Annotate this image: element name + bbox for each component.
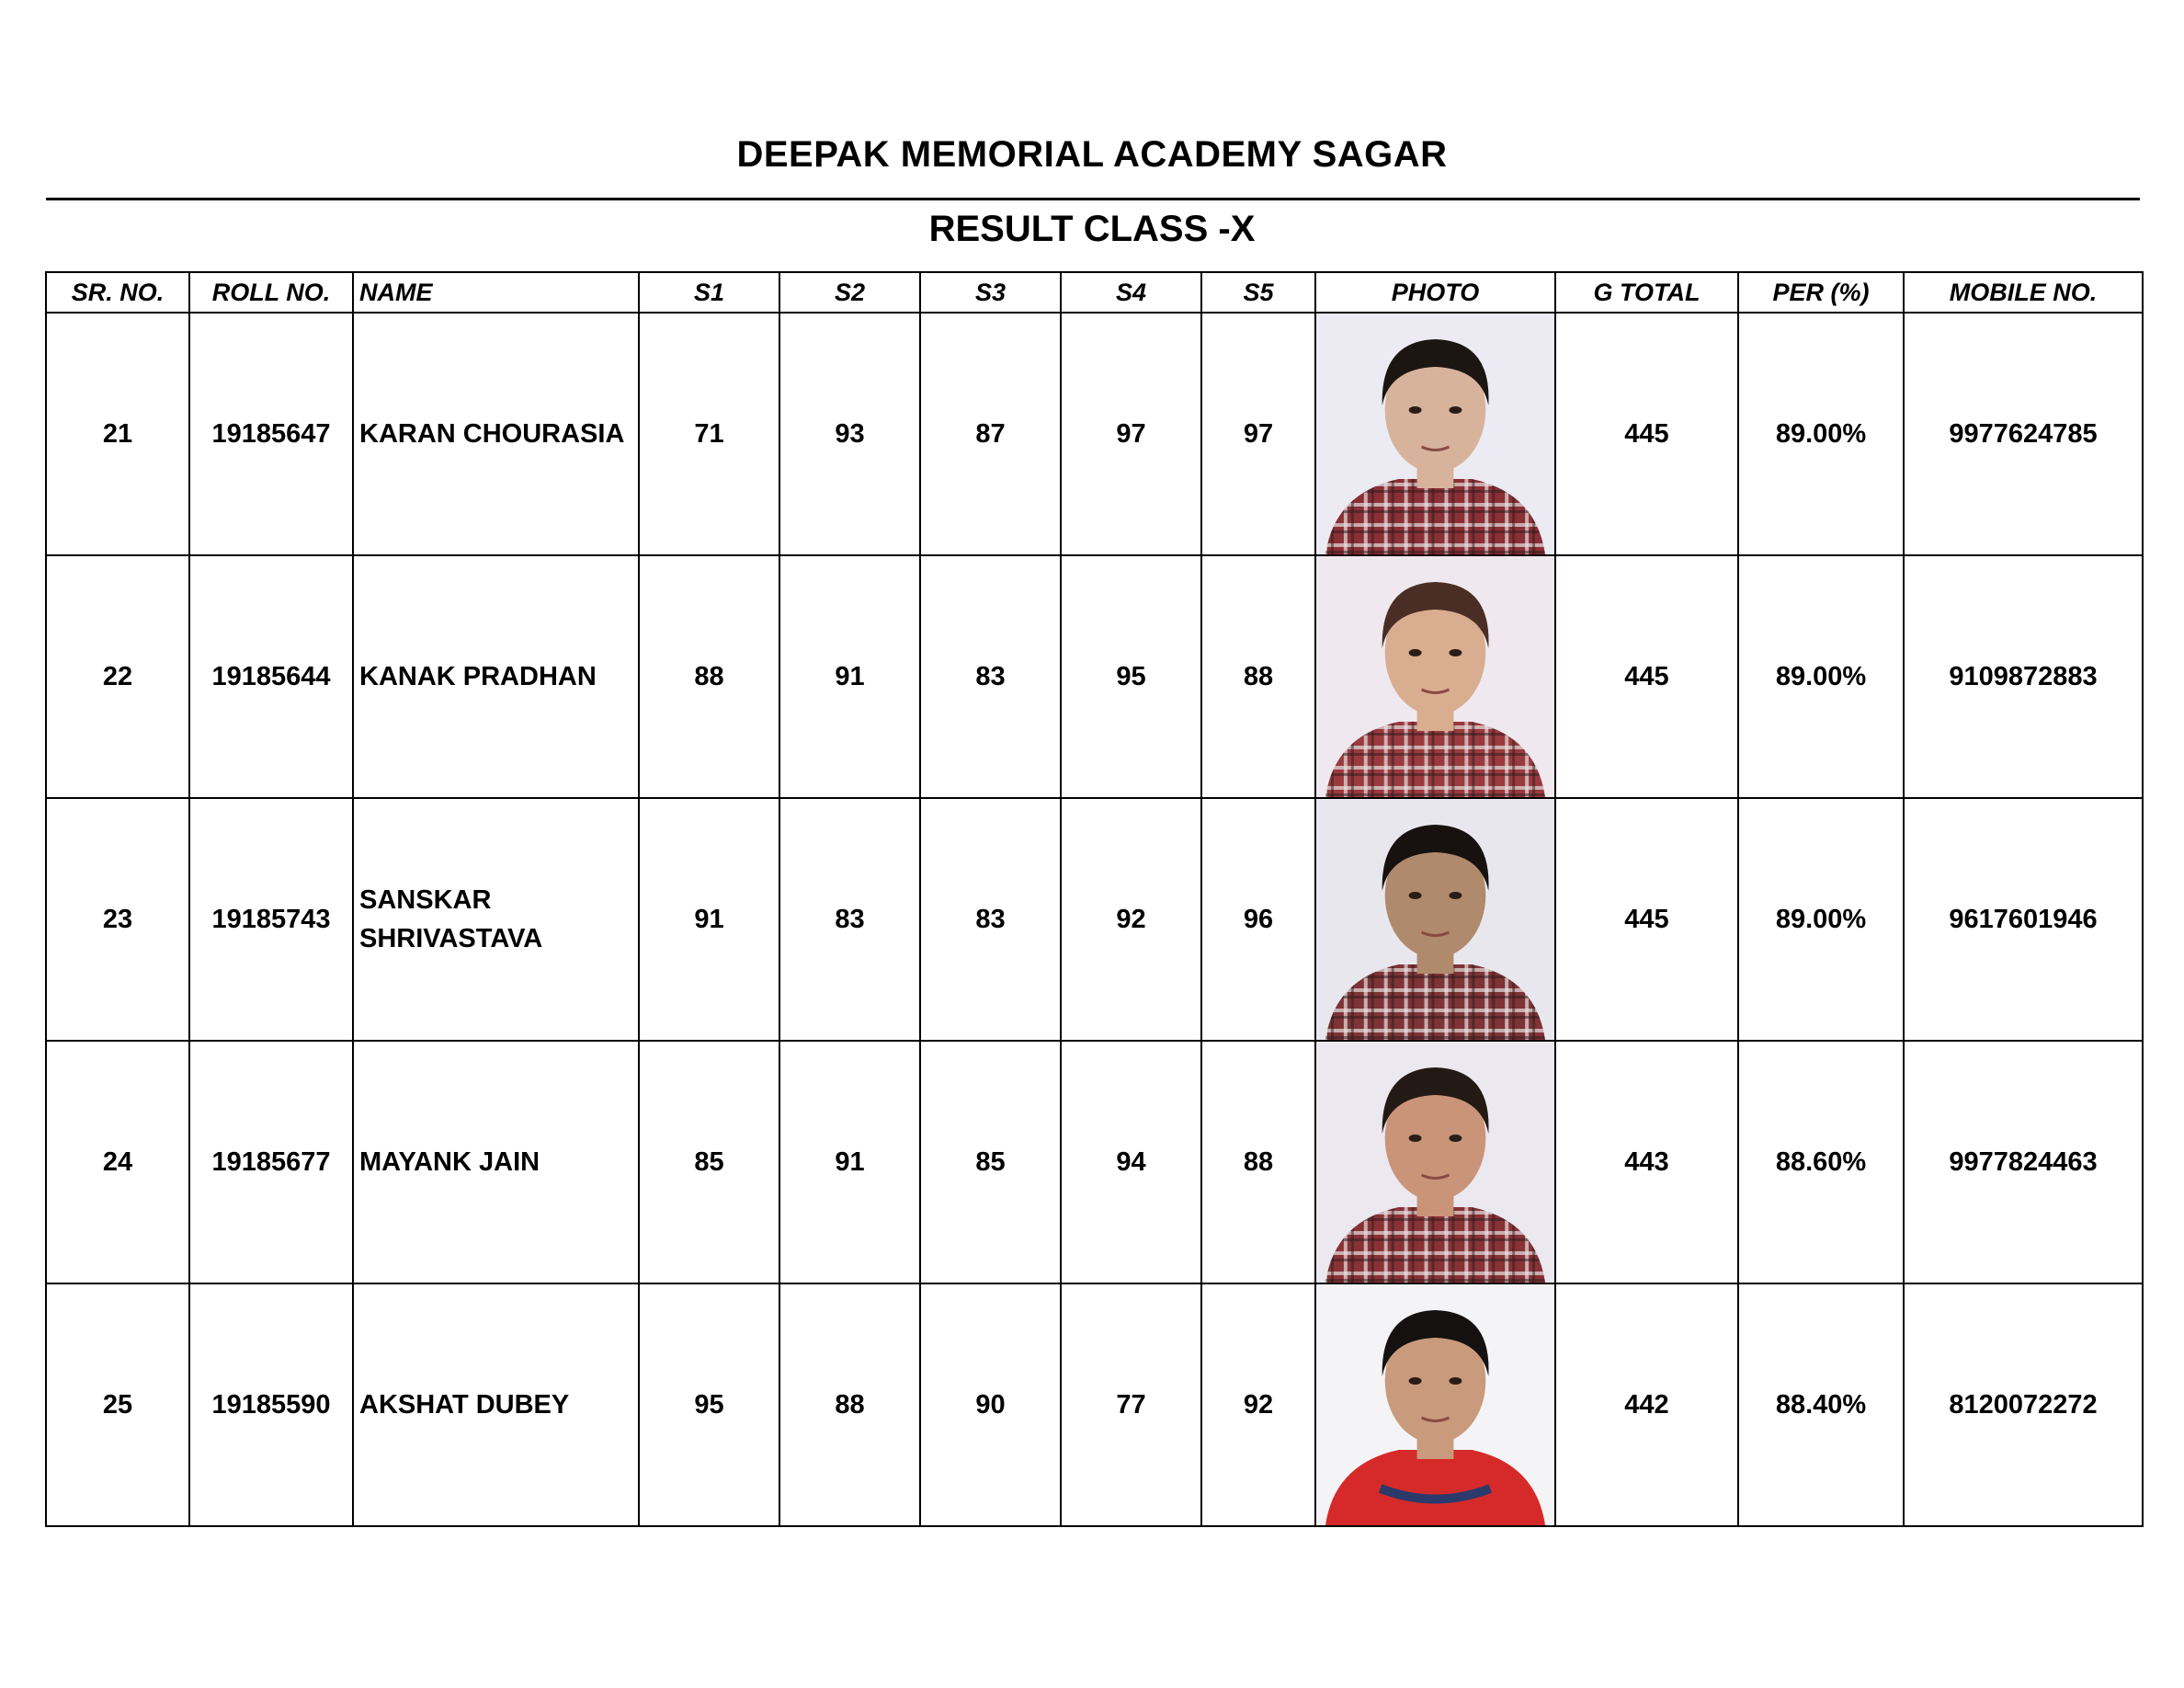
table-header-row xyxy=(46,272,2143,313)
table-row xyxy=(46,1041,2143,1283)
column-header-s1: S1 xyxy=(639,272,779,313)
photo-cell xyxy=(1315,1283,1555,1526)
sr-no-cell: 21 xyxy=(46,313,189,555)
s2-cell: 91 xyxy=(779,1041,920,1283)
s5-cell: 92 xyxy=(1201,1283,1315,1526)
table-row xyxy=(46,798,2143,1041)
g-total-cell: 442 xyxy=(1555,1283,1738,1526)
sr-no-cell: 22 xyxy=(46,555,189,798)
per-cell: 88.40% xyxy=(1738,1283,1904,1526)
table-row xyxy=(46,1283,2143,1526)
mobile-cell: 9977824463 xyxy=(1904,1041,2143,1283)
table-row xyxy=(46,313,2143,555)
roll-no-cell: 19185647 xyxy=(189,313,353,555)
roll-no-cell: 19185743 xyxy=(189,798,353,1041)
s3-cell: 90 xyxy=(920,1283,1061,1526)
s4-cell: 95 xyxy=(1061,555,1201,798)
roll-no-cell: 19185677 xyxy=(189,1041,353,1283)
column-header-name: NAME xyxy=(353,272,639,313)
per-cell: 89.00% xyxy=(1738,798,1904,1041)
s2-cell: 91 xyxy=(779,555,920,798)
s2-cell: 93 xyxy=(779,313,920,555)
s4-cell: 94 xyxy=(1061,1041,1201,1283)
g-total-cell: 443 xyxy=(1555,1041,1738,1283)
photo-cell xyxy=(1315,313,1555,555)
s5-cell: 88 xyxy=(1201,1041,1315,1283)
s5-cell: 88 xyxy=(1201,555,1315,798)
s2-cell: 83 xyxy=(779,798,920,1041)
column-header-photo: PHOTO xyxy=(1315,272,1555,313)
roll-no-cell: 19185590 xyxy=(189,1283,353,1526)
name-cell: MAYANK JAIN xyxy=(353,1041,639,1283)
mobile-cell: 9977624785 xyxy=(1904,313,2143,555)
mobile-cell: 9109872883 xyxy=(1904,555,2143,798)
column-header-s5: S5 xyxy=(1201,272,1315,313)
column-header-s3: S3 xyxy=(920,272,1061,313)
s2-cell: 88 xyxy=(779,1283,920,1526)
s3-cell: 87 xyxy=(920,313,1061,555)
result-title: RESULT CLASS -X xyxy=(928,209,1256,249)
name-cell: KARAN CHOURASIA xyxy=(353,313,639,555)
sr-no-cell: 23 xyxy=(46,798,189,1041)
photo-cell xyxy=(1315,798,1555,1041)
s4-cell: 77 xyxy=(1061,1283,1201,1526)
s4-cell: 97 xyxy=(1061,313,1201,555)
s4-cell: 92 xyxy=(1061,798,1201,1041)
s5-cell: 97 xyxy=(1201,313,1315,555)
student-photo xyxy=(1316,1284,1554,1525)
school-name: DEEPAK MEMORIAL ACADEMY SAGAR xyxy=(736,134,1448,175)
s1-cell: 71 xyxy=(639,313,779,555)
name-cell: KANAK PRADHAN xyxy=(353,555,639,798)
column-header-g-total: G TOTAL xyxy=(1555,272,1738,313)
column-header-s2: S2 xyxy=(779,272,920,313)
name-cell: SANSKAR SHRIVASTAVA xyxy=(353,798,639,1041)
g-total-cell: 445 xyxy=(1555,313,1738,555)
column-header-per: PER (%) xyxy=(1738,272,1904,313)
per-cell: 89.00% xyxy=(1738,555,1904,798)
s3-cell: 85 xyxy=(920,1041,1061,1283)
s1-cell: 85 xyxy=(639,1041,779,1283)
photo-cell xyxy=(1315,555,1555,798)
g-total-cell: 445 xyxy=(1555,798,1738,1041)
s5-cell: 96 xyxy=(1201,798,1315,1041)
column-header-sr-no: SR. NO. xyxy=(46,272,189,313)
name-cell: AKSHAT DUBEY xyxy=(353,1283,639,1526)
s3-cell: 83 xyxy=(920,555,1061,798)
mobile-cell: 8120072272 xyxy=(1904,1283,2143,1526)
sr-no-cell: 25 xyxy=(46,1283,189,1526)
column-header-s4: S4 xyxy=(1061,272,1201,313)
s3-cell: 83 xyxy=(920,798,1061,1041)
photo-cell xyxy=(1315,1041,1555,1283)
per-cell: 88.60% xyxy=(1738,1041,1904,1283)
table-row xyxy=(46,555,2143,798)
column-header-mobile: MOBILE NO. xyxy=(1904,272,2143,313)
mobile-cell: 9617601946 xyxy=(1904,798,2143,1041)
s1-cell: 91 xyxy=(639,798,779,1041)
column-header-roll-no: ROLL NO. xyxy=(189,272,353,313)
student-photo xyxy=(1316,556,1554,797)
title-divider xyxy=(46,198,2140,200)
per-cell: 89.00% xyxy=(1738,313,1904,555)
s1-cell: 95 xyxy=(639,1283,779,1526)
sr-no-cell: 24 xyxy=(46,1041,189,1283)
roll-no-cell: 19185644 xyxy=(189,555,353,798)
results-table xyxy=(45,271,2144,1527)
student-photo xyxy=(1316,1042,1554,1283)
student-photo xyxy=(1316,799,1554,1040)
s1-cell: 88 xyxy=(639,555,779,798)
student-photo xyxy=(1316,314,1554,554)
g-total-cell: 445 xyxy=(1555,555,1738,798)
